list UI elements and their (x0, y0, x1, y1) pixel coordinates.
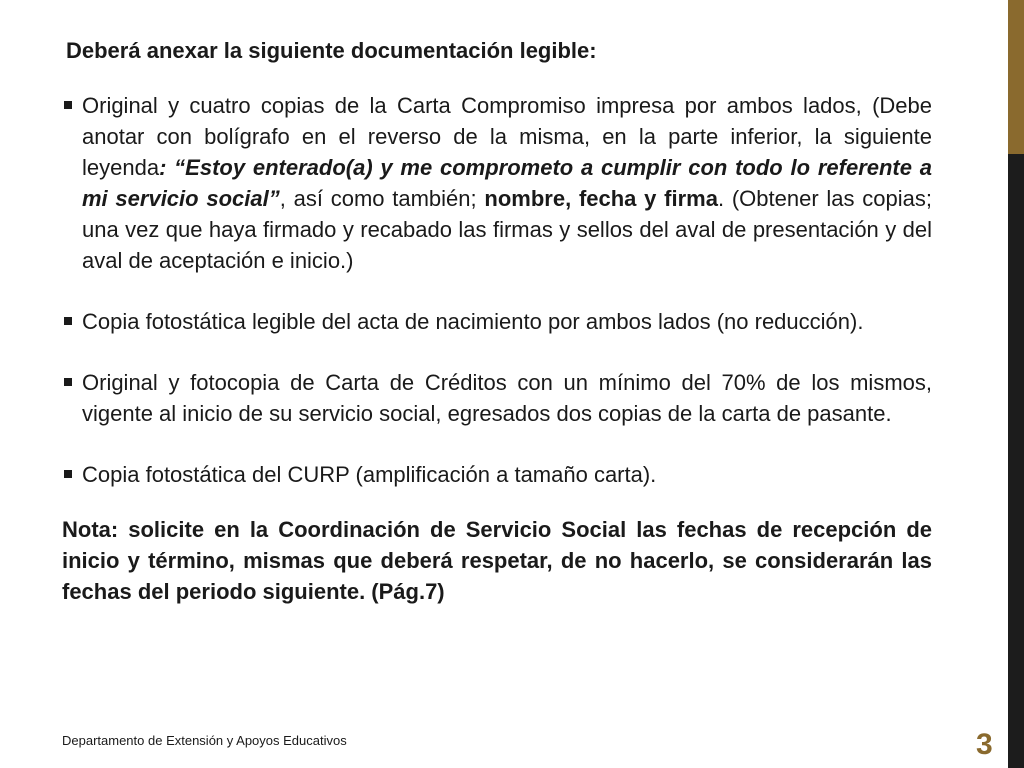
note-paragraph: Nota: solicite en la Coordinación de Servicio Social las fechas de recepción de inicio y término, mismas que deberá respetar, de no hacerlo, se considerarán las fechas del periodo siguiente. (Pág.7) (62, 517, 932, 604)
square-bullet-icon (64, 101, 72, 109)
square-bullet-icon (64, 378, 72, 386)
list-item (62, 459, 932, 490)
item-text: Copia fotostática del CURP (amplificación a tamaño carta). (82, 462, 657, 487)
slide-content (62, 36, 932, 607)
item-text: . (Obtener las copias; una vez que haya firmado y recabado las firmas y sellos del aval de presentación y del aval de aceptación e inicio.) (82, 186, 932, 273)
page-number: 3 (976, 728, 993, 761)
list-item (62, 90, 932, 276)
list-item (62, 306, 932, 337)
item-text: , así como también; (279, 186, 485, 211)
item-emphasis: nombre, fecha y firma (484, 186, 718, 211)
item-quote: : “Estoy enterado(a) y me comprometo a cumplir con todo lo referente a mi servicio social” (82, 155, 932, 211)
side-dark-bar (1008, 154, 1024, 768)
list-item (62, 367, 932, 429)
side-accent-bar (1008, 0, 1024, 154)
square-bullet-icon (64, 317, 72, 325)
requirements-list (62, 90, 932, 490)
footer-text: Departamento de Extensión y Apoyos Educativos (62, 733, 347, 748)
slide-heading: Deberá anexar la siguiente documentación legible: (66, 38, 597, 63)
item-text: Copia fotostática legible del acta de nacimiento por ambos lados (no reducción). (82, 309, 864, 334)
item-text: Original y fotocopia de Carta de Créditos con un mínimo del 70% de los mismos, vigente al inicio de su servicio social, egresados dos copias de la carta de pasante. (82, 370, 932, 426)
square-bullet-icon (64, 470, 72, 478)
item-text: Original y cuatro copias de la Carta Compromiso impresa por ambos lados, (Debe anotar con bolígrafo en el reverso de la misma, en la parte inferior, la siguiente leyenda (82, 93, 932, 180)
